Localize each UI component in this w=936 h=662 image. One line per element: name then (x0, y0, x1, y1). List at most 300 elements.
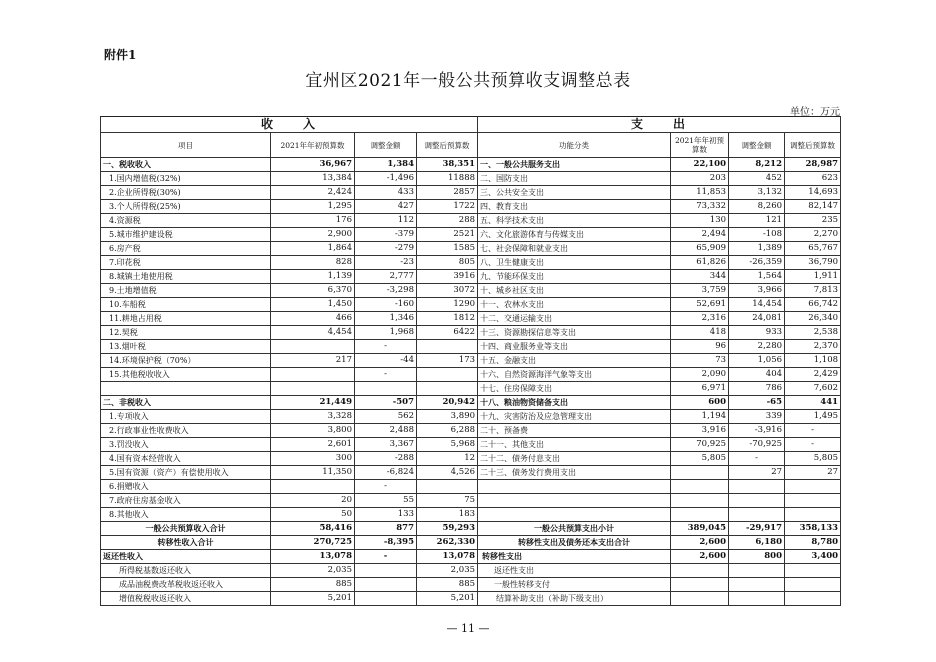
income-item-label: 一、税收收入 (101, 158, 271, 172)
expense-item-label: 十五、金融支出 (478, 354, 671, 368)
expense-budget-value: 2,600 (671, 550, 729, 564)
income-item-label: 返还性收入 (101, 550, 271, 564)
income-item-label: 10.车船税 (101, 298, 271, 312)
income-adjust-value: - (355, 480, 417, 494)
expense-item-label: 十六、自然资源海洋气象等支出 (478, 368, 671, 382)
income-budget-value: 466 (271, 312, 355, 326)
expense-after-value: 2,270 (785, 228, 841, 242)
income-adjust-value: 427 (355, 200, 417, 214)
expense-adjust-value: 800 (729, 550, 785, 564)
income-after-value: 262,330 (417, 536, 478, 550)
income-item-label: 6.房产税 (101, 242, 271, 256)
expense-item-label: 一般公共预算支出小计 (478, 522, 671, 536)
expense-adjust-value: 3,132 (729, 186, 785, 200)
income-adjust-value: 2,488 (355, 424, 417, 438)
expense-after-value: 358,133 (785, 522, 841, 536)
table-row (101, 578, 841, 592)
income-after-value: 3916 (417, 270, 478, 284)
income-item-label: 8.城镇土地使用税 (101, 270, 271, 284)
income-item-label: 7.政府住房基金收入 (101, 494, 271, 508)
expense-budget-value (671, 564, 729, 578)
income-budget-value: 1,295 (271, 200, 355, 214)
expense-after-value: 1,911 (785, 270, 841, 284)
expense-item-label: 一、一般公共服务支出 (478, 158, 671, 172)
expense-budget-value: 70,925 (671, 438, 729, 452)
income-adjust-value: -507 (355, 396, 417, 410)
expense-item-label: 六、文化旅游体育与传媒支出 (478, 228, 671, 242)
income-after-value: 11888 (417, 172, 478, 186)
table-row (101, 340, 841, 354)
income-budget-value: 20 (271, 494, 355, 508)
expense-budget-value: 52,691 (671, 298, 729, 312)
expense-after-value (785, 578, 841, 592)
income-after-value: 1722 (417, 200, 478, 214)
income-budget-value: 13,078 (271, 550, 355, 564)
expense-item-label: 十七、住房保障支出 (478, 382, 671, 396)
table-row (101, 158, 841, 172)
column-header-row (101, 133, 841, 158)
table-row (101, 214, 841, 228)
expense-after-value: 28,987 (785, 158, 841, 172)
expense-adjust-value (729, 578, 785, 592)
expense-budget-value: 2,090 (671, 368, 729, 382)
income-after-value: 2,035 (417, 564, 478, 578)
table-row (101, 312, 841, 326)
expense-after-value: 1,495 (785, 410, 841, 424)
income-adjust-value: -160 (355, 298, 417, 312)
budget-table (100, 116, 841, 606)
expense-budget-value: 73 (671, 354, 729, 368)
expense-item-label: 十九、灾害防治及应急管理支出 (478, 410, 671, 424)
expense-item-label: 八、卫生健康支出 (478, 256, 671, 270)
expense-item-label: 十三、资源勘探信息等支出 (478, 326, 671, 340)
income-budget-value: 58,416 (271, 522, 355, 536)
page-number: — 11 — (446, 622, 490, 635)
income-after-value: 183 (417, 508, 478, 522)
expense-adjust-value: -29,917 (729, 522, 785, 536)
income-adjust-value (355, 564, 417, 578)
table-row (101, 284, 841, 298)
expense-budget-value: 418 (671, 326, 729, 340)
income-budget-value: 176 (271, 214, 355, 228)
income-adjust-value (355, 592, 417, 606)
col-header-adjust: 调整金额 (355, 133, 417, 158)
table-row (101, 186, 841, 200)
expense-item-label (478, 508, 671, 522)
income-adjust-value: -44 (355, 354, 417, 368)
income-adjust-value: -288 (355, 452, 417, 466)
income-adjust-value: 433 (355, 186, 417, 200)
expense-adjust-value: 121 (729, 214, 785, 228)
table-row (101, 480, 841, 494)
expense-budget-value: 61,826 (671, 256, 729, 270)
expense-budget-value: 5,805 (671, 452, 729, 466)
table-row (101, 536, 841, 550)
income-after-value: 6,288 (417, 424, 478, 438)
expense-adjust-value: 339 (729, 410, 785, 424)
income-after-value: 75 (417, 494, 478, 508)
expense-adjust-value: 27 (729, 466, 785, 480)
table-row (101, 466, 841, 480)
expense-after-value: 26,340 (785, 312, 841, 326)
income-budget-value: 1,139 (271, 270, 355, 284)
table-row (101, 298, 841, 312)
income-adjust-value: -279 (355, 242, 417, 256)
expense-budget-value (671, 480, 729, 494)
expense-adjust-value: 8,212 (729, 158, 785, 172)
income-after-value: 885 (417, 578, 478, 592)
income-item-label: 11.耕地占用税 (101, 312, 271, 326)
income-budget-value: 2,035 (271, 564, 355, 578)
income-adjust-value: -379 (355, 228, 417, 242)
expense-adjust-value: 14,454 (729, 298, 785, 312)
expense-item-label: 三、公共安全支出 (478, 186, 671, 200)
income-adjust-value: 1,346 (355, 312, 417, 326)
income-after-value: 805 (417, 256, 478, 270)
expense-item-label: 九、节能环保支出 (478, 270, 671, 284)
income-after-value: 2857 (417, 186, 478, 200)
expense-item-label: 四、教育支出 (478, 200, 671, 214)
expense-adjust-value: 786 (729, 382, 785, 396)
income-adjust-value: -6,824 (355, 466, 417, 480)
expense-adjust-value: 3,966 (729, 284, 785, 298)
expense-budget-value: 2,600 (671, 536, 729, 550)
expense-item-label: 七、社会保障和就业支出 (478, 242, 671, 256)
expense-item-label: 二十、预备费 (478, 424, 671, 438)
expense-budget-value: 65,909 (671, 242, 729, 256)
expense-section-title: 支 出 (478, 117, 841, 133)
income-budget-value (271, 382, 355, 396)
expense-after-value (785, 508, 841, 522)
expense-adjust-value: -108 (729, 228, 785, 242)
col-header-item: 项目 (101, 133, 271, 158)
expense-after-value: 5,805 (785, 452, 841, 466)
table-row (101, 508, 841, 522)
income-after-value: 6422 (417, 326, 478, 340)
unit-label: 单位：万元 (790, 107, 840, 118)
income-budget-value (271, 480, 355, 494)
expense-adjust-value: 452 (729, 172, 785, 186)
expense-adjust-value (729, 564, 785, 578)
income-after-value: 38,351 (417, 158, 478, 172)
expense-after-value: 36,790 (785, 256, 841, 270)
expense-after-value: 235 (785, 214, 841, 228)
income-item-label: 8.其他收入 (101, 508, 271, 522)
table-row (101, 172, 841, 186)
expense-item-label: 返还性支出 (478, 564, 671, 578)
expense-adjust-value: 1,564 (729, 270, 785, 284)
income-adjust-value: - (355, 340, 417, 354)
expense-adjust-value (729, 494, 785, 508)
table-row (101, 256, 841, 270)
expense-adjust-value: -3,916 (729, 424, 785, 438)
budget-table-body (101, 117, 841, 606)
expense-item-label (478, 480, 671, 494)
income-budget-value: 11,350 (271, 466, 355, 480)
income-after-value: 5,968 (417, 438, 478, 452)
table-row (101, 382, 841, 396)
income-budget-value: 21,449 (271, 396, 355, 410)
income-item-label: 二、非税收入 (101, 396, 271, 410)
expense-after-value: 1,108 (785, 354, 841, 368)
income-adjust-value: -1,496 (355, 172, 417, 186)
expense-after-value (785, 494, 841, 508)
expense-item-label: 结算补助支出（补助下级支出） (478, 592, 671, 606)
income-adjust-value: 2,777 (355, 270, 417, 284)
income-after-value (417, 340, 478, 354)
expense-budget-value (671, 508, 729, 522)
income-budget-value: 36,967 (271, 158, 355, 172)
expense-item-label: 十八、粮油物资储备支出 (478, 396, 671, 410)
income-after-value: 20,942 (417, 396, 478, 410)
income-budget-value: 217 (271, 354, 355, 368)
income-item-label: 2.行政事业性收费收入 (101, 424, 271, 438)
expense-adjust-value: 1,056 (729, 354, 785, 368)
income-after-value: 59,293 (417, 522, 478, 536)
income-adjust-value: - (355, 550, 417, 564)
expense-after-value: 3,400 (785, 550, 841, 564)
expense-adjust-value: 933 (729, 326, 785, 340)
income-item-label: 3.个人所得税(25%) (101, 200, 271, 214)
expense-item-label: 二、国防支出 (478, 172, 671, 186)
table-row (101, 368, 841, 382)
expense-after-value: - (785, 424, 841, 438)
expense-budget-value: 1,194 (671, 410, 729, 424)
expense-budget-value (671, 578, 729, 592)
expense-item-label: 二十三、债务发行费用支出 (478, 466, 671, 480)
expense-budget-value: 2,494 (671, 228, 729, 242)
income-after-value: 173 (417, 354, 478, 368)
expense-after-value: 2,370 (785, 340, 841, 354)
income-budget-value: 828 (271, 256, 355, 270)
expense-adjust-value (729, 592, 785, 606)
income-item-label: 3.罚没收入 (101, 438, 271, 452)
expense-adjust-value: 6,180 (729, 536, 785, 550)
expense-adjust-value: 8,260 (729, 200, 785, 214)
table-row (101, 452, 841, 466)
income-budget-value: 2,424 (271, 186, 355, 200)
expense-budget-value (671, 466, 729, 480)
expense-after-value: 7,813 (785, 284, 841, 298)
income-after-value: 12 (417, 452, 478, 466)
expense-adjust-value: -70,925 (729, 438, 785, 452)
income-budget-value (271, 368, 355, 382)
income-item-label: 12.契税 (101, 326, 271, 340)
expense-adjust-value (729, 508, 785, 522)
expense-after-value: 27 (785, 466, 841, 480)
table-row (101, 228, 841, 242)
income-budget-value: 3,328 (271, 410, 355, 424)
income-after-value: 1585 (417, 242, 478, 256)
expense-item-label: 十四、商业服务业等支出 (478, 340, 671, 354)
income-item-label: 14.环境保护税（70%） (101, 354, 271, 368)
expense-budget-value: 2,316 (671, 312, 729, 326)
income-adjust-value: 1,968 (355, 326, 417, 340)
income-budget-value: 4,454 (271, 326, 355, 340)
table-row (101, 200, 841, 214)
expense-item-label: 二十一、其他支出 (478, 438, 671, 452)
income-item-label: 4.国有资本经营收入 (101, 452, 271, 466)
expense-after-value: 14,693 (785, 186, 841, 200)
expense-after-value: 441 (785, 396, 841, 410)
income-budget-value: 885 (271, 578, 355, 592)
income-item-label: 5.国有资源（资产）有偿使用收入 (101, 466, 271, 480)
income-budget-value: 50 (271, 508, 355, 522)
income-item-label: 15.其他税收收入 (101, 368, 271, 382)
expense-after-value: 7,602 (785, 382, 841, 396)
expense-adjust-value: 404 (729, 368, 785, 382)
expense-item-label: 十、城乡社区支出 (478, 284, 671, 298)
expense-item-label: 转移性支出及债务还本支出合计 (478, 536, 671, 550)
income-adjust-value: -3,298 (355, 284, 417, 298)
col-header-func: 功能分类 (478, 133, 671, 158)
page-title: 宜州区2021年一般公共预算收支调整总表 (305, 71, 631, 91)
income-after-value (417, 480, 478, 494)
income-item-label: 成品油税费改革税收返还收入 (101, 578, 271, 592)
expense-budget-value (671, 494, 729, 508)
expense-item-label: 五、科学技术支出 (478, 214, 671, 228)
expense-after-value: 623 (785, 172, 841, 186)
table-row (101, 270, 841, 284)
income-budget-value: 1,864 (271, 242, 355, 256)
income-item-label: 1.专项收入 (101, 410, 271, 424)
expense-budget-value: 130 (671, 214, 729, 228)
income-item-label: 转移性收入合计 (101, 536, 271, 550)
expense-budget-value: 344 (671, 270, 729, 284)
table-row (101, 592, 841, 606)
income-item-label: 2.企业所得税(30%) (101, 186, 271, 200)
income-adjust-value: -8,395 (355, 536, 417, 550)
expense-adjust-value: 24,081 (729, 312, 785, 326)
expense-budget-value: 3,916 (671, 424, 729, 438)
income-after-value: 5,201 (417, 592, 478, 606)
income-adjust-value: 877 (355, 522, 417, 536)
income-after-value (417, 368, 478, 382)
expense-adjust-value: -65 (729, 396, 785, 410)
income-item-label (101, 382, 271, 396)
income-budget-value: 6,370 (271, 284, 355, 298)
expense-adjust-value: -26,359 (729, 256, 785, 270)
income-adjust-value: 1,384 (355, 158, 417, 172)
expense-budget-value: 11,853 (671, 186, 729, 200)
expense-after-value (785, 480, 841, 494)
table-row (101, 438, 841, 452)
income-after-value: 1290 (417, 298, 478, 312)
income-item-label: 4.资源税 (101, 214, 271, 228)
expense-item-label: 十二、交通运输支出 (478, 312, 671, 326)
income-item-label: 13.烟叶税 (101, 340, 271, 354)
table-row (101, 494, 841, 508)
table-row (101, 326, 841, 340)
expense-after-value: 66,742 (785, 298, 841, 312)
expense-after-value: - (785, 438, 841, 452)
income-budget-value: 300 (271, 452, 355, 466)
income-after-value: 288 (417, 214, 478, 228)
col-header-exp-adjust: 调整金额 (729, 133, 785, 158)
expense-budget-value: 6,971 (671, 382, 729, 396)
expense-after-value: 8,780 (785, 536, 841, 550)
expense-after-value: 65,767 (785, 242, 841, 256)
expense-budget-value: 203 (671, 172, 729, 186)
income-budget-value: 13,384 (271, 172, 355, 186)
section-header-row (101, 117, 841, 133)
expense-after-value (785, 592, 841, 606)
expense-budget-value: 600 (671, 396, 729, 410)
income-adjust-value: 133 (355, 508, 417, 522)
table-row (101, 424, 841, 438)
income-item-label: 1.国内增值税(32%) (101, 172, 271, 186)
income-item-label: 6.捐赠收入 (101, 480, 271, 494)
expense-budget-value: 73,332 (671, 200, 729, 214)
income-budget-value: 5,201 (271, 592, 355, 606)
expense-adjust-value: 2,280 (729, 340, 785, 354)
expense-budget-value: 3,759 (671, 284, 729, 298)
expense-item-label: 转移性支出 (478, 550, 671, 564)
expense-budget-value: 389,045 (671, 522, 729, 536)
table-row (101, 354, 841, 368)
table-row (101, 410, 841, 424)
table-row (101, 522, 841, 536)
expense-adjust-value: - (729, 452, 785, 466)
income-budget-value: 270,725 (271, 536, 355, 550)
expense-adjust-value (729, 480, 785, 494)
income-budget-value: 1,450 (271, 298, 355, 312)
income-budget-value (271, 340, 355, 354)
expense-budget-value: 96 (671, 340, 729, 354)
income-budget-value: 2,601 (271, 438, 355, 452)
expense-budget-value (671, 592, 729, 606)
expense-item-label: 一般性转移支付 (478, 578, 671, 592)
expense-after-value (785, 564, 841, 578)
income-budget-value: 2,900 (271, 228, 355, 242)
income-after-value: 13,078 (417, 550, 478, 564)
income-after-value: 3072 (417, 284, 478, 298)
income-section-title: 收 入 (101, 117, 478, 133)
income-item-label: 9.土地增值税 (101, 284, 271, 298)
income-adjust-value: 562 (355, 410, 417, 424)
income-after-value: 3,890 (417, 410, 478, 424)
income-after-value: 1812 (417, 312, 478, 326)
income-adjust-value (355, 578, 417, 592)
expense-budget-value: 22,100 (671, 158, 729, 172)
income-adjust-value: - (355, 368, 417, 382)
income-after-value: 4,526 (417, 466, 478, 480)
income-after-value: 2521 (417, 228, 478, 242)
table-row (101, 396, 841, 410)
col-header-exp-budget: 2021年年初预算数 (671, 133, 729, 158)
expense-item-label: 十一、农林水支出 (478, 298, 671, 312)
table-row (101, 550, 841, 564)
col-header-exp-after: 调整后预算数 (785, 133, 841, 158)
col-header-after: 调整后预算数 (417, 133, 478, 158)
expense-adjust-value: 1,389 (729, 242, 785, 256)
income-item-label: 所得税基数返还收入 (101, 564, 271, 578)
income-after-value (417, 382, 478, 396)
expense-after-value: 2,429 (785, 368, 841, 382)
income-item-label: 5.城市维护建设税 (101, 228, 271, 242)
expense-after-value: 2,538 (785, 326, 841, 340)
income-budget-value: 3,800 (271, 424, 355, 438)
income-adjust-value: -23 (355, 256, 417, 270)
attachment-label: 附件1 (104, 48, 137, 62)
col-header-budget: 2021年年初预算数 (271, 133, 355, 158)
expense-after-value: 82,147 (785, 200, 841, 214)
income-adjust-value: 3,367 (355, 438, 417, 452)
income-adjust-value: 112 (355, 214, 417, 228)
table-row (101, 564, 841, 578)
income-item-label: 一般公共预算收入合计 (101, 522, 271, 536)
income-item-label: 增值税税收返还收入 (101, 592, 271, 606)
